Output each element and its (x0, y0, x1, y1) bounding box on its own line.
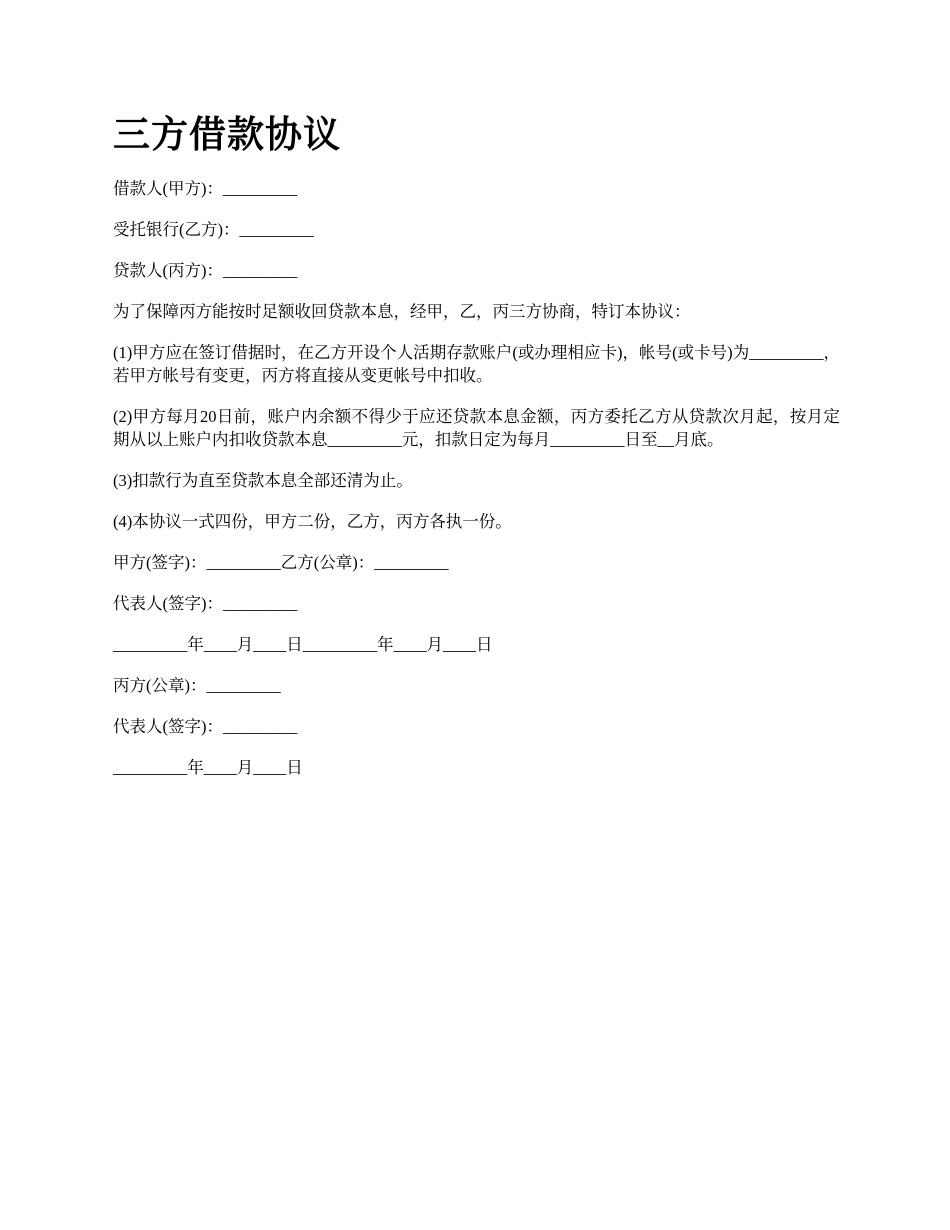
clause-4: (4)本协议一式四份，甲方二份，乙方，丙方各执一份。 (113, 512, 512, 531)
representative-signature-line-c: 代表人(签字)：_________ (113, 717, 298, 736)
clause-2: (2)甲方每月20日前，账户内余额不得少于应还贷款本息金额，丙方委托乙方从贷款次月起，按月定期从以上账户内扣收贷款本息_________元，扣款日定为每月_________日至__月底。 (113, 407, 840, 449)
signature-line-c: 丙方(公章)：_________ (113, 676, 281, 695)
date-line-a-b: _________年____月____日_________年____月____日 (113, 635, 493, 654)
party-b-line: 受托银行(乙方)：_________ (113, 220, 314, 239)
date-line-c: _________年____月____日 (113, 758, 303, 777)
party-a-line: 借款人(甲方)：_________ (113, 179, 298, 198)
document-page (113, 110, 840, 797)
clause-1: (1)甲方应在签订借据时，在乙方开设个人活期存款账户(或办理相应卡)，帐号(或卡号)为_________，若甲方帐号有变更，丙方将直接从变更帐号中扣收。 (113, 343, 840, 385)
party-c-line: 贷款人(丙方)：_________ (113, 261, 298, 280)
clause-3: (3)扣款行为直至贷款本息全部还清为止。 (113, 471, 413, 490)
representative-signature-line: 代表人(签字)：_________ (113, 594, 298, 613)
preamble-paragraph: 为了保障丙方能按时足额收回贷款本息，经甲，乙，丙三方协商，特订本协议： (113, 302, 691, 321)
signature-line-a-b: 甲方(签字)：_________乙方(公章)：_________ (113, 553, 449, 572)
document-title: 三方借款协议 (113, 113, 341, 156)
